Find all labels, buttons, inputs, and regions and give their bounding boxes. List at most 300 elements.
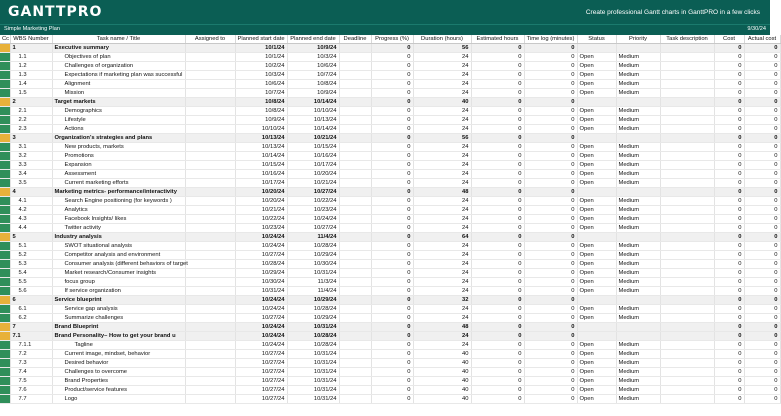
priority-cell[interactable]: Medium (616, 215, 660, 224)
planned-end-cell[interactable]: 10/31/24 (287, 386, 339, 395)
estimated-hours-cell[interactable]: 0 (471, 377, 524, 386)
planned-end-cell[interactable]: 10/17/24 (287, 161, 339, 170)
row-color-marker[interactable] (0, 368, 10, 377)
actual-cost-cell[interactable]: 0 (744, 395, 780, 404)
row-color-marker[interactable] (0, 170, 10, 179)
assigned-to-cell[interactable] (185, 161, 235, 170)
status-cell[interactable]: Open (577, 215, 616, 224)
task-row[interactable] (0, 170, 780, 179)
actual-cost-cell[interactable]: 0 (744, 62, 780, 71)
planned-start-cell[interactable]: 10/24/24 (235, 233, 287, 242)
task-row[interactable] (0, 350, 780, 359)
duration-cell[interactable]: 24 (413, 179, 471, 188)
planned-start-cell[interactable]: 10/27/24 (235, 386, 287, 395)
actual-cost-cell[interactable]: 0 (744, 125, 780, 134)
progress-cell[interactable]: 0 (371, 359, 413, 368)
assigned-to-cell[interactable] (185, 44, 235, 53)
priority-cell[interactable] (616, 44, 660, 53)
cost-cell[interactable]: 0 (714, 260, 744, 269)
wbs-number-cell[interactable]: 4 (10, 188, 52, 197)
time-log-cell[interactable]: 0 (524, 305, 577, 314)
row-color-marker[interactable] (0, 359, 10, 368)
cost-cell[interactable]: 0 (714, 80, 744, 89)
priority-cell[interactable]: Medium (616, 260, 660, 269)
estimated-hours-cell[interactable]: 0 (471, 62, 524, 71)
estimated-hours-cell[interactable]: 0 (471, 143, 524, 152)
progress-cell[interactable]: 0 (371, 368, 413, 377)
time-log-cell[interactable]: 0 (524, 314, 577, 323)
duration-cell[interactable]: 24 (413, 242, 471, 251)
duration-cell[interactable]: 40 (413, 386, 471, 395)
planned-start-cell[interactable]: 10/24/24 (235, 242, 287, 251)
planned-start-cell[interactable]: 10/20/24 (235, 188, 287, 197)
duration-cell[interactable]: 24 (413, 170, 471, 179)
cost-cell[interactable]: 0 (714, 44, 744, 53)
duration-cell[interactable]: 24 (413, 314, 471, 323)
progress-cell[interactable]: 0 (371, 143, 413, 152)
deadline-cell[interactable] (339, 80, 371, 89)
assigned-to-cell[interactable] (185, 305, 235, 314)
planned-start-cell[interactable]: 10/7/24 (235, 89, 287, 98)
progress-cell[interactable]: 0 (371, 98, 413, 107)
cost-cell[interactable]: 0 (714, 71, 744, 80)
time-log-cell[interactable]: 0 (524, 206, 577, 215)
task-row[interactable] (0, 179, 780, 188)
task-row[interactable] (0, 242, 780, 251)
planned-start-cell[interactable]: 10/13/24 (235, 134, 287, 143)
cost-cell[interactable]: 0 (714, 53, 744, 62)
wbs-number-cell[interactable]: 3.3 (10, 161, 52, 170)
duration-cell[interactable]: 64 (413, 233, 471, 242)
row-color-marker[interactable] (0, 278, 10, 287)
progress-cell[interactable]: 0 (371, 296, 413, 305)
assigned-to-cell[interactable] (185, 269, 235, 278)
column-header[interactable]: Status (577, 35, 616, 44)
priority-cell[interactable]: Medium (616, 170, 660, 179)
status-cell[interactable]: Open (577, 89, 616, 98)
planned-end-cell[interactable]: 10/31/24 (287, 350, 339, 359)
actual-cost-cell[interactable]: 0 (744, 170, 780, 179)
actual-cost-cell[interactable]: 0 (744, 116, 780, 125)
planned-end-cell[interactable]: 10/15/24 (287, 143, 339, 152)
planned-end-cell[interactable]: 10/21/24 (287, 134, 339, 143)
task-row[interactable] (0, 377, 780, 386)
task-description-cell[interactable] (660, 170, 714, 179)
assigned-to-cell[interactable] (185, 80, 235, 89)
wbs-number-cell[interactable]: 6.2 (10, 314, 52, 323)
progress-cell[interactable]: 0 (371, 161, 413, 170)
row-color-marker[interactable] (0, 53, 10, 62)
task-description-cell[interactable] (660, 350, 714, 359)
task-title-cell[interactable]: Actions (52, 125, 185, 134)
wbs-number-cell[interactable]: 7.6 (10, 386, 52, 395)
cost-cell[interactable]: 0 (714, 215, 744, 224)
task-row[interactable] (0, 314, 780, 323)
estimated-hours-cell[interactable]: 0 (471, 323, 524, 332)
time-log-cell[interactable]: 0 (524, 62, 577, 71)
cost-cell[interactable]: 0 (714, 89, 744, 98)
task-description-cell[interactable] (660, 197, 714, 206)
deadline-cell[interactable] (339, 98, 371, 107)
priority-cell[interactable]: Medium (616, 350, 660, 359)
assigned-to-cell[interactable] (185, 395, 235, 404)
estimated-hours-cell[interactable]: 0 (471, 233, 524, 242)
time-log-cell[interactable]: 0 (524, 341, 577, 350)
deadline-cell[interactable] (339, 242, 371, 251)
row-color-marker[interactable] (0, 98, 10, 107)
status-cell[interactable]: Open (577, 287, 616, 296)
row-color-marker[interactable] (0, 143, 10, 152)
estimated-hours-cell[interactable]: 0 (471, 260, 524, 269)
planned-start-cell[interactable]: 10/21/24 (235, 206, 287, 215)
cost-cell[interactable]: 0 (714, 161, 744, 170)
time-log-cell[interactable]: 0 (524, 278, 577, 287)
deadline-cell[interactable] (339, 278, 371, 287)
progress-cell[interactable]: 0 (371, 134, 413, 143)
task-title-cell[interactable]: Demographics (52, 107, 185, 116)
actual-cost-cell[interactable]: 0 (744, 98, 780, 107)
task-row[interactable] (0, 215, 780, 224)
task-title-cell[interactable]: Assessment (52, 170, 185, 179)
planned-end-cell[interactable]: 10/24/24 (287, 215, 339, 224)
task-title-cell[interactable]: Challenges of organization (52, 62, 185, 71)
estimated-hours-cell[interactable]: 0 (471, 71, 524, 80)
deadline-cell[interactable] (339, 296, 371, 305)
priority-cell[interactable]: Medium (616, 53, 660, 62)
status-cell[interactable]: Open (577, 80, 616, 89)
task-row[interactable] (0, 341, 780, 350)
row-color-marker[interactable] (0, 125, 10, 134)
progress-cell[interactable]: 0 (371, 125, 413, 134)
deadline-cell[interactable] (339, 62, 371, 71)
task-description-cell[interactable] (660, 332, 714, 341)
planned-start-cell[interactable]: 10/10/24 (235, 125, 287, 134)
deadline-cell[interactable] (339, 323, 371, 332)
row-color-marker[interactable] (0, 80, 10, 89)
task-description-cell[interactable] (660, 224, 714, 233)
progress-cell[interactable]: 0 (371, 179, 413, 188)
cost-cell[interactable]: 0 (714, 188, 744, 197)
task-row[interactable] (0, 116, 780, 125)
task-row[interactable] (0, 143, 780, 152)
progress-cell[interactable]: 0 (371, 224, 413, 233)
progress-cell[interactable]: 0 (371, 278, 413, 287)
row-color-marker[interactable] (0, 224, 10, 233)
status-cell[interactable]: Open (577, 305, 616, 314)
assigned-to-cell[interactable] (185, 107, 235, 116)
priority-cell[interactable]: Medium (616, 125, 660, 134)
task-description-cell[interactable] (660, 296, 714, 305)
estimated-hours-cell[interactable]: 0 (471, 287, 524, 296)
row-color-marker[interactable] (0, 152, 10, 161)
progress-cell[interactable]: 0 (371, 305, 413, 314)
estimated-hours-cell[interactable]: 0 (471, 161, 524, 170)
actual-cost-cell[interactable]: 0 (744, 206, 780, 215)
assigned-to-cell[interactable] (185, 251, 235, 260)
row-color-marker[interactable] (0, 341, 10, 350)
task-title-cell[interactable]: Marketing metrics- performance/interactivity (52, 188, 185, 197)
cost-cell[interactable]: 0 (714, 134, 744, 143)
promo-link[interactable]: Create professional Gantt charts in GanttPRO in a few clicks (585, 8, 760, 16)
progress-cell[interactable]: 0 (371, 233, 413, 242)
planned-end-cell[interactable]: 11/4/24 (287, 287, 339, 296)
planned-start-cell[interactable]: 10/24/24 (235, 332, 287, 341)
wbs-number-cell[interactable]: 5.1 (10, 242, 52, 251)
planned-start-cell[interactable]: 10/8/24 (235, 107, 287, 116)
progress-cell[interactable]: 0 (371, 314, 413, 323)
task-title-cell[interactable]: Organization’s strategies and plans (52, 134, 185, 143)
planned-start-cell[interactable]: 10/29/24 (235, 269, 287, 278)
estimated-hours-cell[interactable]: 0 (471, 89, 524, 98)
deadline-cell[interactable] (339, 215, 371, 224)
wbs-number-cell[interactable]: 6.1 (10, 305, 52, 314)
group-row[interactable] (0, 44, 780, 53)
task-title-cell[interactable]: Brand Blueprint (52, 323, 185, 332)
deadline-cell[interactable] (339, 224, 371, 233)
actual-cost-cell[interactable]: 0 (744, 71, 780, 80)
assigned-to-cell[interactable] (185, 188, 235, 197)
duration-cell[interactable]: 24 (413, 224, 471, 233)
planned-start-cell[interactable]: 10/30/24 (235, 278, 287, 287)
wbs-number-cell[interactable]: 6 (10, 296, 52, 305)
planned-end-cell[interactable]: 10/16/24 (287, 152, 339, 161)
priority-cell[interactable]: Medium (616, 143, 660, 152)
progress-cell[interactable]: 0 (371, 107, 413, 116)
task-title-cell[interactable]: New products, markets (52, 143, 185, 152)
deadline-cell[interactable] (339, 251, 371, 260)
assigned-to-cell[interactable] (185, 233, 235, 242)
assigned-to-cell[interactable] (185, 116, 235, 125)
progress-cell[interactable]: 0 (371, 170, 413, 179)
planned-start-cell[interactable]: 10/9/24 (235, 116, 287, 125)
task-description-cell[interactable] (660, 134, 714, 143)
status-cell[interactable] (577, 323, 616, 332)
task-title-cell[interactable]: Objectives of plan (52, 53, 185, 62)
planned-start-cell[interactable]: 10/27/24 (235, 350, 287, 359)
row-color-marker[interactable] (0, 269, 10, 278)
progress-cell[interactable]: 0 (371, 188, 413, 197)
planned-start-cell[interactable]: 10/17/24 (235, 179, 287, 188)
progress-cell[interactable]: 0 (371, 62, 413, 71)
actual-cost-cell[interactable]: 0 (744, 107, 780, 116)
planned-start-cell[interactable]: 10/20/24 (235, 197, 287, 206)
estimated-hours-cell[interactable]: 0 (471, 80, 524, 89)
planned-start-cell[interactable]: 10/27/24 (235, 377, 287, 386)
time-log-cell[interactable]: 0 (524, 269, 577, 278)
task-row[interactable] (0, 62, 780, 71)
planned-start-cell[interactable]: 10/31/24 (235, 287, 287, 296)
time-log-cell[interactable]: 0 (524, 386, 577, 395)
task-description-cell[interactable] (660, 179, 714, 188)
row-color-marker[interactable] (0, 161, 10, 170)
actual-cost-cell[interactable]: 0 (744, 188, 780, 197)
duration-cell[interactable]: 40 (413, 368, 471, 377)
time-log-cell[interactable]: 0 (524, 134, 577, 143)
priority-cell[interactable]: Medium (616, 341, 660, 350)
estimated-hours-cell[interactable]: 0 (471, 251, 524, 260)
assigned-to-cell[interactable] (185, 368, 235, 377)
status-cell[interactable]: Open (577, 224, 616, 233)
deadline-cell[interactable] (339, 170, 371, 179)
task-title-cell[interactable]: Current marketing efforts (52, 179, 185, 188)
time-log-cell[interactable]: 0 (524, 161, 577, 170)
estimated-hours-cell[interactable]: 0 (471, 170, 524, 179)
progress-cell[interactable]: 0 (371, 341, 413, 350)
task-title-cell[interactable]: Analytics (52, 206, 185, 215)
task-title-cell[interactable]: Promotions (52, 152, 185, 161)
cost-cell[interactable]: 0 (714, 125, 744, 134)
row-color-marker[interactable] (0, 107, 10, 116)
planned-end-cell[interactable]: 10/29/24 (287, 314, 339, 323)
column-header[interactable]: Cc (2, 36, 10, 42)
duration-cell[interactable]: 24 (413, 143, 471, 152)
group-row[interactable] (0, 323, 780, 332)
task-row[interactable] (0, 224, 780, 233)
planned-end-cell[interactable]: 10/14/24 (287, 98, 339, 107)
priority-cell[interactable]: Medium (616, 107, 660, 116)
planned-end-cell[interactable]: 10/29/24 (287, 296, 339, 305)
planned-end-cell[interactable]: 10/10/24 (287, 107, 339, 116)
task-title-cell[interactable]: SWOT situational analysis (52, 242, 185, 251)
time-log-cell[interactable]: 0 (524, 179, 577, 188)
cost-cell[interactable]: 0 (714, 251, 744, 260)
time-log-cell[interactable]: 0 (524, 80, 577, 89)
deadline-cell[interactable] (339, 386, 371, 395)
priority-cell[interactable]: Medium (616, 269, 660, 278)
wbs-number-cell[interactable]: 2.1 (10, 107, 52, 116)
task-title-cell[interactable]: Industry analysis (52, 233, 185, 242)
time-log-cell[interactable]: 0 (524, 323, 577, 332)
deadline-cell[interactable] (339, 269, 371, 278)
priority-cell[interactable]: Medium (616, 62, 660, 71)
row-color-marker[interactable] (0, 179, 10, 188)
assigned-to-cell[interactable] (185, 170, 235, 179)
row-color-marker[interactable] (0, 89, 10, 98)
planned-end-cell[interactable]: 10/28/24 (287, 332, 339, 341)
actual-cost-cell[interactable]: 0 (744, 323, 780, 332)
estimated-hours-cell[interactable]: 0 (471, 125, 524, 134)
duration-cell[interactable]: 24 (413, 89, 471, 98)
status-cell[interactable] (577, 233, 616, 242)
cost-cell[interactable]: 0 (714, 359, 744, 368)
row-color-marker[interactable] (0, 71, 10, 80)
wbs-number-cell[interactable]: 7.7 (10, 395, 52, 404)
column-header[interactable]: Task name / Title (52, 35, 185, 44)
wbs-number-cell[interactable]: 7.3 (10, 359, 52, 368)
task-title-cell[interactable]: Competitor analysis and environment (52, 251, 185, 260)
progress-cell[interactable]: 0 (371, 53, 413, 62)
status-cell[interactable]: Open (577, 161, 616, 170)
deadline-cell[interactable] (339, 44, 371, 53)
actual-cost-cell[interactable]: 0 (744, 296, 780, 305)
cost-cell[interactable]: 0 (714, 287, 744, 296)
cost-cell[interactable]: 0 (714, 341, 744, 350)
cost-cell[interactable]: 0 (714, 197, 744, 206)
priority-cell[interactable] (616, 296, 660, 305)
cost-cell[interactable]: 0 (714, 179, 744, 188)
task-title-cell[interactable]: If service organization (52, 287, 185, 296)
time-log-cell[interactable]: 0 (524, 143, 577, 152)
cost-cell[interactable]: 0 (714, 395, 744, 404)
task-title-cell[interactable]: Alignment (52, 80, 185, 89)
wbs-number-cell[interactable]: 4.2 (10, 206, 52, 215)
actual-cost-cell[interactable]: 0 (744, 287, 780, 296)
status-cell[interactable]: Open (577, 341, 616, 350)
task-row[interactable] (0, 395, 780, 404)
wbs-number-cell[interactable]: 2 (10, 98, 52, 107)
status-cell[interactable]: Open (577, 125, 616, 134)
estimated-hours-cell[interactable]: 0 (471, 215, 524, 224)
duration-cell[interactable]: 24 (413, 287, 471, 296)
duration-cell[interactable]: 56 (413, 134, 471, 143)
status-cell[interactable]: Open (577, 269, 616, 278)
priority-cell[interactable] (616, 134, 660, 143)
deadline-cell[interactable] (339, 206, 371, 215)
cost-cell[interactable]: 0 (714, 152, 744, 161)
cost-cell[interactable]: 0 (714, 206, 744, 215)
task-title-cell[interactable]: Twitter activity (52, 224, 185, 233)
progress-cell[interactable]: 0 (371, 206, 413, 215)
duration-cell[interactable]: 24 (413, 161, 471, 170)
planned-end-cell[interactable]: 10/21/24 (287, 179, 339, 188)
time-log-cell[interactable]: 0 (524, 350, 577, 359)
wbs-number-cell[interactable]: 5.5 (10, 278, 52, 287)
progress-cell[interactable]: 0 (371, 260, 413, 269)
status-cell[interactable]: Open (577, 143, 616, 152)
time-log-cell[interactable]: 0 (524, 125, 577, 134)
task-description-cell[interactable] (660, 161, 714, 170)
priority-cell[interactable]: Medium (616, 71, 660, 80)
planned-end-cell[interactable]: 10/20/24 (287, 170, 339, 179)
actual-cost-cell[interactable]: 0 (744, 377, 780, 386)
time-log-cell[interactable]: 0 (524, 359, 577, 368)
assigned-to-cell[interactable] (185, 350, 235, 359)
duration-cell[interactable]: 24 (413, 251, 471, 260)
actual-cost-cell[interactable]: 0 (744, 80, 780, 89)
assigned-to-cell[interactable] (185, 332, 235, 341)
priority-cell[interactable]: Medium (616, 224, 660, 233)
planned-start-cell[interactable]: 10/24/24 (235, 296, 287, 305)
estimated-hours-cell[interactable]: 0 (471, 134, 524, 143)
task-description-cell[interactable] (660, 62, 714, 71)
duration-cell[interactable]: 24 (413, 71, 471, 80)
deadline-cell[interactable] (339, 368, 371, 377)
planned-start-cell[interactable]: 10/27/24 (235, 395, 287, 404)
task-description-cell[interactable] (660, 314, 714, 323)
task-description-cell[interactable] (660, 287, 714, 296)
status-cell[interactable]: Open (577, 152, 616, 161)
wbs-number-cell[interactable]: 4.1 (10, 197, 52, 206)
task-description-cell[interactable] (660, 44, 714, 53)
time-log-cell[interactable]: 0 (524, 215, 577, 224)
wbs-number-cell[interactable]: 7 (10, 323, 52, 332)
planned-start-cell[interactable]: 10/2/24 (235, 62, 287, 71)
planned-end-cell[interactable]: 10/23/24 (287, 206, 339, 215)
time-log-cell[interactable]: 0 (524, 53, 577, 62)
task-title-cell[interactable]: Service gap analysis (52, 305, 185, 314)
deadline-cell[interactable] (339, 134, 371, 143)
time-log-cell[interactable]: 0 (524, 188, 577, 197)
status-cell[interactable]: Open (577, 62, 616, 71)
row-color-marker[interactable] (0, 350, 10, 359)
estimated-hours-cell[interactable]: 0 (471, 341, 524, 350)
row-color-marker[interactable] (0, 251, 10, 260)
task-title-cell[interactable]: Search Engine positioning (for keywords ) (52, 197, 185, 206)
estimated-hours-cell[interactable]: 0 (471, 350, 524, 359)
assigned-to-cell[interactable] (185, 377, 235, 386)
progress-cell[interactable]: 0 (371, 80, 413, 89)
wbs-number-cell[interactable]: 4.4 (10, 224, 52, 233)
